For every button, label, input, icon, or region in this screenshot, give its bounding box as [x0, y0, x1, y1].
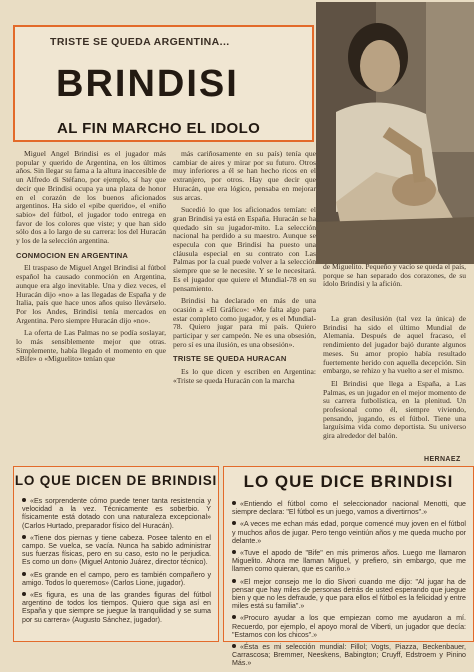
kicker: TRISTE SE QUEDA ARGENTINA...: [50, 36, 230, 48]
headline: BRINDISI: [56, 63, 239, 105]
bullet-icon: [232, 579, 236, 583]
quotes-about-box: [13, 466, 219, 642]
quote-text: «Es figura, es una de las grandes figuras del fútbol argentino de todos los tiempos. Quiero que siga así en España y que siempre se juegue la tranquilidad y se suma por su carrera» (Augusto Sánchez, jugador).: [22, 591, 211, 624]
quote-item: [22, 591, 211, 624]
quote-item: [232, 520, 466, 545]
quote-text: «Es grande en el campo, pero es también compañero y amigo. Todos lo queremos» (Carlos Lione, jugador).: [22, 570, 211, 587]
article-paragraph: Miguel Angel Brindisi es el jugador más popular y querido de Argentina, en los últimos años. Sin llegar su fama a la altura inaccesible de un Alfredo di Stéfano, por ejemplo, sí hay que decir que Brindisi ocupa ya una plaza de honor en el corazón de los buenos aficionados argentinos. Ha sido el «pibe querido», el «niño sabio» del fútbol, el jugador todo entrega en favor de los colores que viste; y que han sido sólo dos a lo largo de su carrera: los del Huracán y los de la selección argentina.: [16, 149, 166, 246]
bullet-icon: [22, 535, 26, 539]
bullet-icon: [232, 501, 236, 505]
quote-item: [232, 500, 466, 516]
article-paragraph: más cariñosamente en su país) tenía que cambiar de aires y mirar por su futuro. Otros muy inferiores a él se han hecho ricos en el extranjero, por otros. Hay que decir que Huracán, que era lógico, pensaba en mejorar sus arcas.: [173, 149, 316, 202]
quote-item: [232, 549, 466, 574]
bullet-icon: [22, 592, 26, 596]
quote-item: [232, 643, 466, 668]
article-paragraph: Brindisi ha declarado en más de una ocasión a «El Gráfico»: «Me falta algo para estar completo como jugador, y es el Mundial-78. Quiero jugar para mi país. Quiero participar y ser campeón. Ne es una obsesión, pero sí es una ilusión, es una obsesión».: [173, 296, 316, 349]
quote-text: «Entiendo el fútbol como el seleccionador nacional Menotti, que siempre declara: "El fútbol es un juego, vamos a divertirnos".»: [232, 500, 466, 517]
quote-item: [232, 578, 466, 611]
quote-item: [22, 497, 211, 530]
quotes-by-box: [223, 466, 474, 668]
bullet-icon: [232, 644, 236, 648]
photo-caption: de Miguelito. Pequeño y vacío se queda el país, porque se han separado dos corazones, de su ídolo Brindisi y la afición.: [323, 262, 466, 289]
bullet-icon: [232, 615, 236, 619]
quote-item: [22, 571, 211, 587]
article-paragraph: Es lo que dicen y escriben en Argentina: «Triste se queda Huracán con la marcha: [173, 367, 316, 385]
bullet-icon: [232, 550, 236, 554]
article-column-1: [16, 150, 166, 368]
article-paragraph: El Brindisi que llega a España, a Las Palmas, es un jugador en el mejor momento de su carrera futbolística, en la plenitud. Un profesional como él, siempre viviendo, pensando, jugando, es el fútbol. Tiene una larguísima vida como deportista. Su universo gira alrededor del balón.: [323, 378, 466, 441]
quote-text: «El mejor consejo me lo dio Sívori cuando me dijo: "Al jugar ha de pensar que hay miles de personas detrás de usted esperando que juegue bien y que no les defraude, y que para ellos el fútbol es la felicidad y entre miles está su familia".»: [232, 577, 466, 611]
article-paragraph: La oferta de Las Palmas no se podía soslayar, lo más sensiblemente mejor que otras. Simplemente, había llegado el momento en que «Bife» o «Miguelito» tenían que: [16, 328, 166, 364]
bullet-icon: [22, 498, 26, 502]
quote-text: «Ésta es mi selección mundial: Fillol; Vogts, Piazza, Beckenbauer, Carrascosa; Bremmer, Neeskens, Babington; Cruyff, Edstroem y Pinino Más.»: [232, 643, 466, 668]
article-paragraph: La gran desilusión (tal vez la única) de Brindisi ha sido el último Mundial de Alemania. Después de aquel fracaso, el rendimiento del jugador bajó durante algunos meses. Su amor propio había resultado fuertemente herido con aquella decepción. Sin embargo, se rehizo y ha vuelto a ser el mismo.: [323, 314, 466, 376]
article-paragraph: El traspaso de Miguel Angel Brindisi al fútbol español ha causado conmoción en Argentina, aunque era algo inevitable. Una y diez veces, el Huracán dijo «no» a las llegadas de España y de Italia, país que hace unos años quiso llevárselo. Por los Andes, Brindisi tenía mercados en Argentina. Pero siempre Huracán dijo «no».: [16, 263, 166, 325]
player-photo: [316, 2, 474, 264]
quote-text: «A veces me echan más edad, porque comencé muy joven en el fútbol y muchos años de jugar. Pero tengo veintiún años y me queda mucho por delante.»: [232, 520, 466, 545]
quote-item: [22, 534, 211, 567]
article-paragraph: Sucedió lo que los aficionados temían: el gran Brindisi ya está en España. Huracán se ha quedado sin su jugador-mito. La selección nacional ha perdido a su maestro. Aunque se especula con que Brindisi ha puesto una cláusula especial en su contrato con Las Palmas por la cual puede volver a la selección siempre que se le necesite. Y se le necesitará. Es el jugador que quiere el Mundial-78 en su pensamiento.: [173, 205, 316, 293]
quote-item: [232, 614, 466, 639]
subheadline: AL FIN MARCHO EL IDOLO: [57, 120, 261, 137]
bullet-icon: [22, 572, 26, 576]
article-column-3: [323, 315, 466, 445]
quotes-about-title: LO QUE DICEN DE BRINDISI: [14, 473, 218, 488]
article-column-2: [173, 150, 316, 390]
quote-text: «Tiene dos piernas y tiene cabeza. Posee talento en el campo. Se vuelca, se vacía. Nunca ha sabido administrar sus fuerzas físicas, pero en su caso, esto no le perjudica. Es como un don» (Miguel Antonio Juárez, director técnico).: [22, 533, 211, 567]
section-heading: TRISTE SE QUEDA HURACAN: [173, 354, 287, 364]
quotes-by-list: [232, 500, 466, 672]
bullet-icon: [232, 521, 236, 525]
quote-text: «Es sorprendente cómo puede tener tanta resistencia y velocidad a la vez. Técnicamente es soberbio. Y físicamente está dotado con una naturaleza excepcional» (Carlos Hurtado, preparador físico del Huracán).: [22, 497, 211, 530]
quotes-by-title: LO QUE DICE BRINDISI: [243, 472, 454, 491]
quote-text: «Procuro ayudar a los que empiezan como me ayudaron a mí. Recuerdo, por ejemplo, el apoyo moral de Viberti, un jugador que decía: "Estamos con los chicos".»: [232, 614, 466, 639]
player-photo-illustration: [316, 2, 474, 264]
quote-text: «Tuve el apodo de "Bife" en mis primeros años. Luego me llamaron Miguelito. Ahora me llaman Miguel, y prefiero, sin embargo, que me llamen como quieran, que es cariño.»: [232, 549, 466, 574]
author-byline: HERNAEZ: [424, 456, 461, 463]
quotes-about-list: [22, 497, 211, 628]
section-heading: CONMOCION EN ARGENTINA: [16, 250, 129, 260]
